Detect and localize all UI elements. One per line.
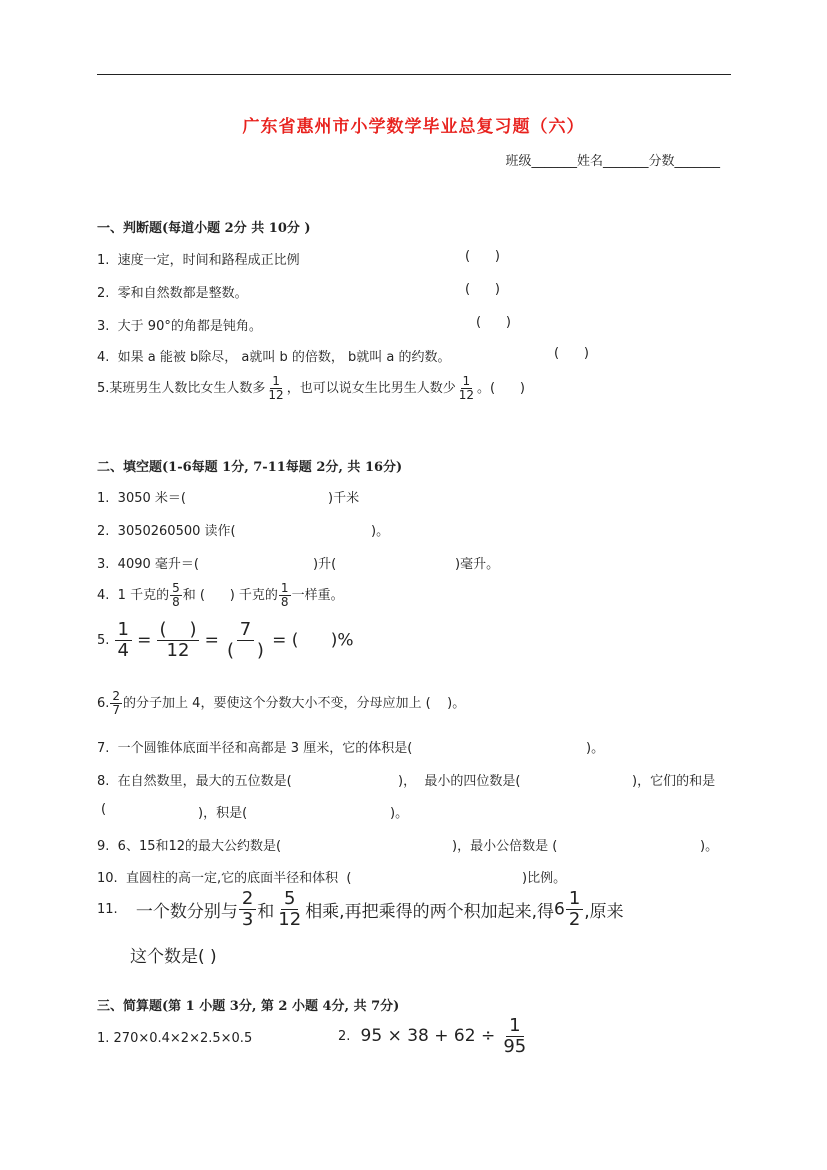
score-blank: _______ xyxy=(674,154,720,169)
question-text-part: 3. 4090 毫升＝( xyxy=(97,557,199,572)
fraction-denominator: 7 xyxy=(112,703,121,718)
percent-blank: = ( )% xyxy=(272,630,354,651)
answer-paren: ( ) xyxy=(476,315,511,330)
fill-q9 xyxy=(97,835,281,854)
question-text-part: 一样重。 xyxy=(291,588,344,604)
question-text: 2. 零和自然数都是整数。 xyxy=(97,286,248,301)
answer-paren: ( ) xyxy=(465,249,500,264)
section-heading-judgment: 一、判断题(每道小题 2分 共 10分 ) xyxy=(97,221,311,236)
fraction-denominator: 12 xyxy=(458,388,474,403)
simplify-q1: 1. 270×0.4×2×2.5×0.5 xyxy=(97,1031,253,1046)
question-text-part: ,原来 xyxy=(584,901,624,922)
question-number: 5. xyxy=(97,632,110,648)
question-text-part: )，积是( xyxy=(198,806,248,821)
fraction-numerator: 5 xyxy=(281,889,298,910)
fill-q4 xyxy=(97,582,344,609)
fraction-numerator: 1 xyxy=(566,889,583,910)
fraction-denominator: ( ) xyxy=(227,639,264,661)
class-label: 班级 xyxy=(505,154,532,169)
name-blank: _______ xyxy=(602,154,649,169)
judgment-q1 xyxy=(97,249,300,268)
question-text-part: 相乘,再把乘得的两个积加起来,得 xyxy=(305,901,554,922)
question-text-part: )。 xyxy=(586,741,605,756)
name-label: 姓名 xyxy=(576,154,603,169)
fraction xyxy=(170,582,182,609)
fraction xyxy=(457,375,476,402)
simplify-q2 xyxy=(338,1016,530,1057)
score-label: 分数 xyxy=(648,154,675,169)
question-text-part: )。 xyxy=(371,524,390,539)
question-text-part: 一个数分别与 xyxy=(135,901,238,922)
fill-q8 xyxy=(97,770,292,789)
fraction-denominator: 12 xyxy=(166,639,190,661)
section-heading-fill-blank: 二、填空题(1-6每题 1分, 7-11每题 2分, 共 16分) xyxy=(97,460,403,475)
top-divider xyxy=(97,74,731,75)
question-text-part: 4. 1 千克的 xyxy=(97,588,170,604)
question-text-part: 和 ( ) 千克的 xyxy=(182,588,278,604)
question-text-part: 7. 一个圆锥体底面半径和高都是 3 厘米，它的体积是( xyxy=(97,741,413,756)
judgment-q5 xyxy=(97,375,525,402)
judgment-q4 xyxy=(97,346,451,365)
question-text-part: ，也可以说女生比男生人数少 xyxy=(286,381,456,397)
answer-paren: ( ) xyxy=(554,346,589,361)
equals-sign: = xyxy=(137,630,152,651)
fraction-numerator: 1 xyxy=(272,374,280,388)
fraction xyxy=(115,620,132,661)
fraction xyxy=(266,375,285,402)
question-number: 11. xyxy=(97,901,118,917)
fraction xyxy=(239,889,256,930)
question-text-part: )。 xyxy=(390,806,409,821)
fraction xyxy=(275,889,304,930)
judgment-q3 xyxy=(97,315,262,334)
fraction-denominator: 95 xyxy=(503,1035,527,1057)
mixed-number-whole: 6 xyxy=(554,899,565,920)
question-number: 6. xyxy=(97,696,110,712)
fill-q1 xyxy=(97,487,186,506)
question-text: 1. 速度一定，时间和路程成正比例 xyxy=(97,253,300,268)
question-text-part: )升( xyxy=(313,557,337,572)
question-text-part: )，最小公倍数是 ( xyxy=(452,839,558,854)
question-text-part: 5.某班男生人数比女生人数多 xyxy=(97,381,266,397)
fraction-numerator: 1 xyxy=(280,581,289,595)
question-text: 4. 如果 a 能被 b除尽， a就叫 b 的倍数， b就叫 a 的约数。 xyxy=(97,350,451,365)
question-text-part: )，它们的和是 xyxy=(632,774,716,789)
question-text-part: )毫升。 xyxy=(455,557,500,572)
fraction-denominator: 3 xyxy=(241,908,254,930)
class-blank: _______ xyxy=(531,154,577,169)
question-text-part: 10. 直圆柱的高一定,它的底面半径和体积 ( xyxy=(97,871,352,886)
fill-q11 xyxy=(97,889,624,930)
fraction-numerator: 1 xyxy=(115,620,132,641)
question-text-part: 1. 3050 米＝( xyxy=(97,491,186,506)
equals-sign: = xyxy=(204,630,219,651)
fraction-denominator: 12 xyxy=(278,908,302,930)
question-text-part: )千米 xyxy=(328,491,360,506)
section-heading-simplify: 三、简算题(第 1 小题 3分, 第 2 小题 4分, 共 7分) xyxy=(97,999,400,1014)
fraction xyxy=(279,582,291,609)
fill-q7 xyxy=(97,737,412,756)
fraction xyxy=(110,690,122,717)
question-text-part: 。( ) xyxy=(476,381,525,397)
fraction-numerator: ( ) xyxy=(157,620,200,641)
fill-q2 xyxy=(97,520,236,539)
fraction-numerator: 5 xyxy=(172,581,180,595)
fill-q11-line2: 这个数是( ) xyxy=(130,947,217,967)
fill-q10 xyxy=(97,867,351,886)
question-text-part: 2. 3050260500 读作( xyxy=(97,524,236,539)
fill-q5 xyxy=(97,620,354,661)
expression: 95 × 38 + 62 ÷ xyxy=(360,1026,496,1047)
student-info-line xyxy=(505,150,720,169)
question-text-part: ( xyxy=(101,802,107,817)
question-text-part: 9. 6、15和12的最大公约数是( xyxy=(97,839,282,854)
fraction-numerator: 2 xyxy=(112,689,121,703)
fraction-denominator: 12 xyxy=(268,388,284,403)
fraction-denominator: 8 xyxy=(280,595,289,610)
question-text-part: )。 xyxy=(700,839,719,854)
question-text-part: )比例。 xyxy=(522,871,567,886)
fraction xyxy=(500,1016,529,1057)
question-number: 2. xyxy=(338,1028,351,1044)
question-text-part: 8. 在自然数里，最大的五位数是( xyxy=(97,774,292,789)
fill-q3 xyxy=(97,553,199,572)
fraction-numerator: 1 xyxy=(506,1016,523,1037)
question-text-part: 和 xyxy=(257,901,275,922)
fraction-numerator: 2 xyxy=(239,889,256,910)
fraction-denominator: 8 xyxy=(172,595,180,610)
question-text: 3. 大于 90°的角都是钝角。 xyxy=(97,319,262,334)
fraction xyxy=(224,620,267,661)
fraction-denominator: 4 xyxy=(117,639,129,661)
fraction-numerator: 7 xyxy=(237,620,254,641)
question-text-part: 的分子加上 4，要使这个分数大小不变，分母应加上 ( )。 xyxy=(123,696,466,712)
judgment-q2 xyxy=(97,282,248,301)
fraction-denominator: 2 xyxy=(568,908,581,930)
fraction xyxy=(157,620,200,661)
answer-paren: ( ) xyxy=(465,282,500,297)
question-text-part: )， 最小的四位数是( xyxy=(398,774,521,789)
fraction xyxy=(566,889,583,930)
page-title: 广东省惠州市小学数学毕业总复习题（六） xyxy=(242,117,585,137)
fraction-numerator: 1 xyxy=(462,374,471,388)
fill-q6 xyxy=(97,690,465,717)
